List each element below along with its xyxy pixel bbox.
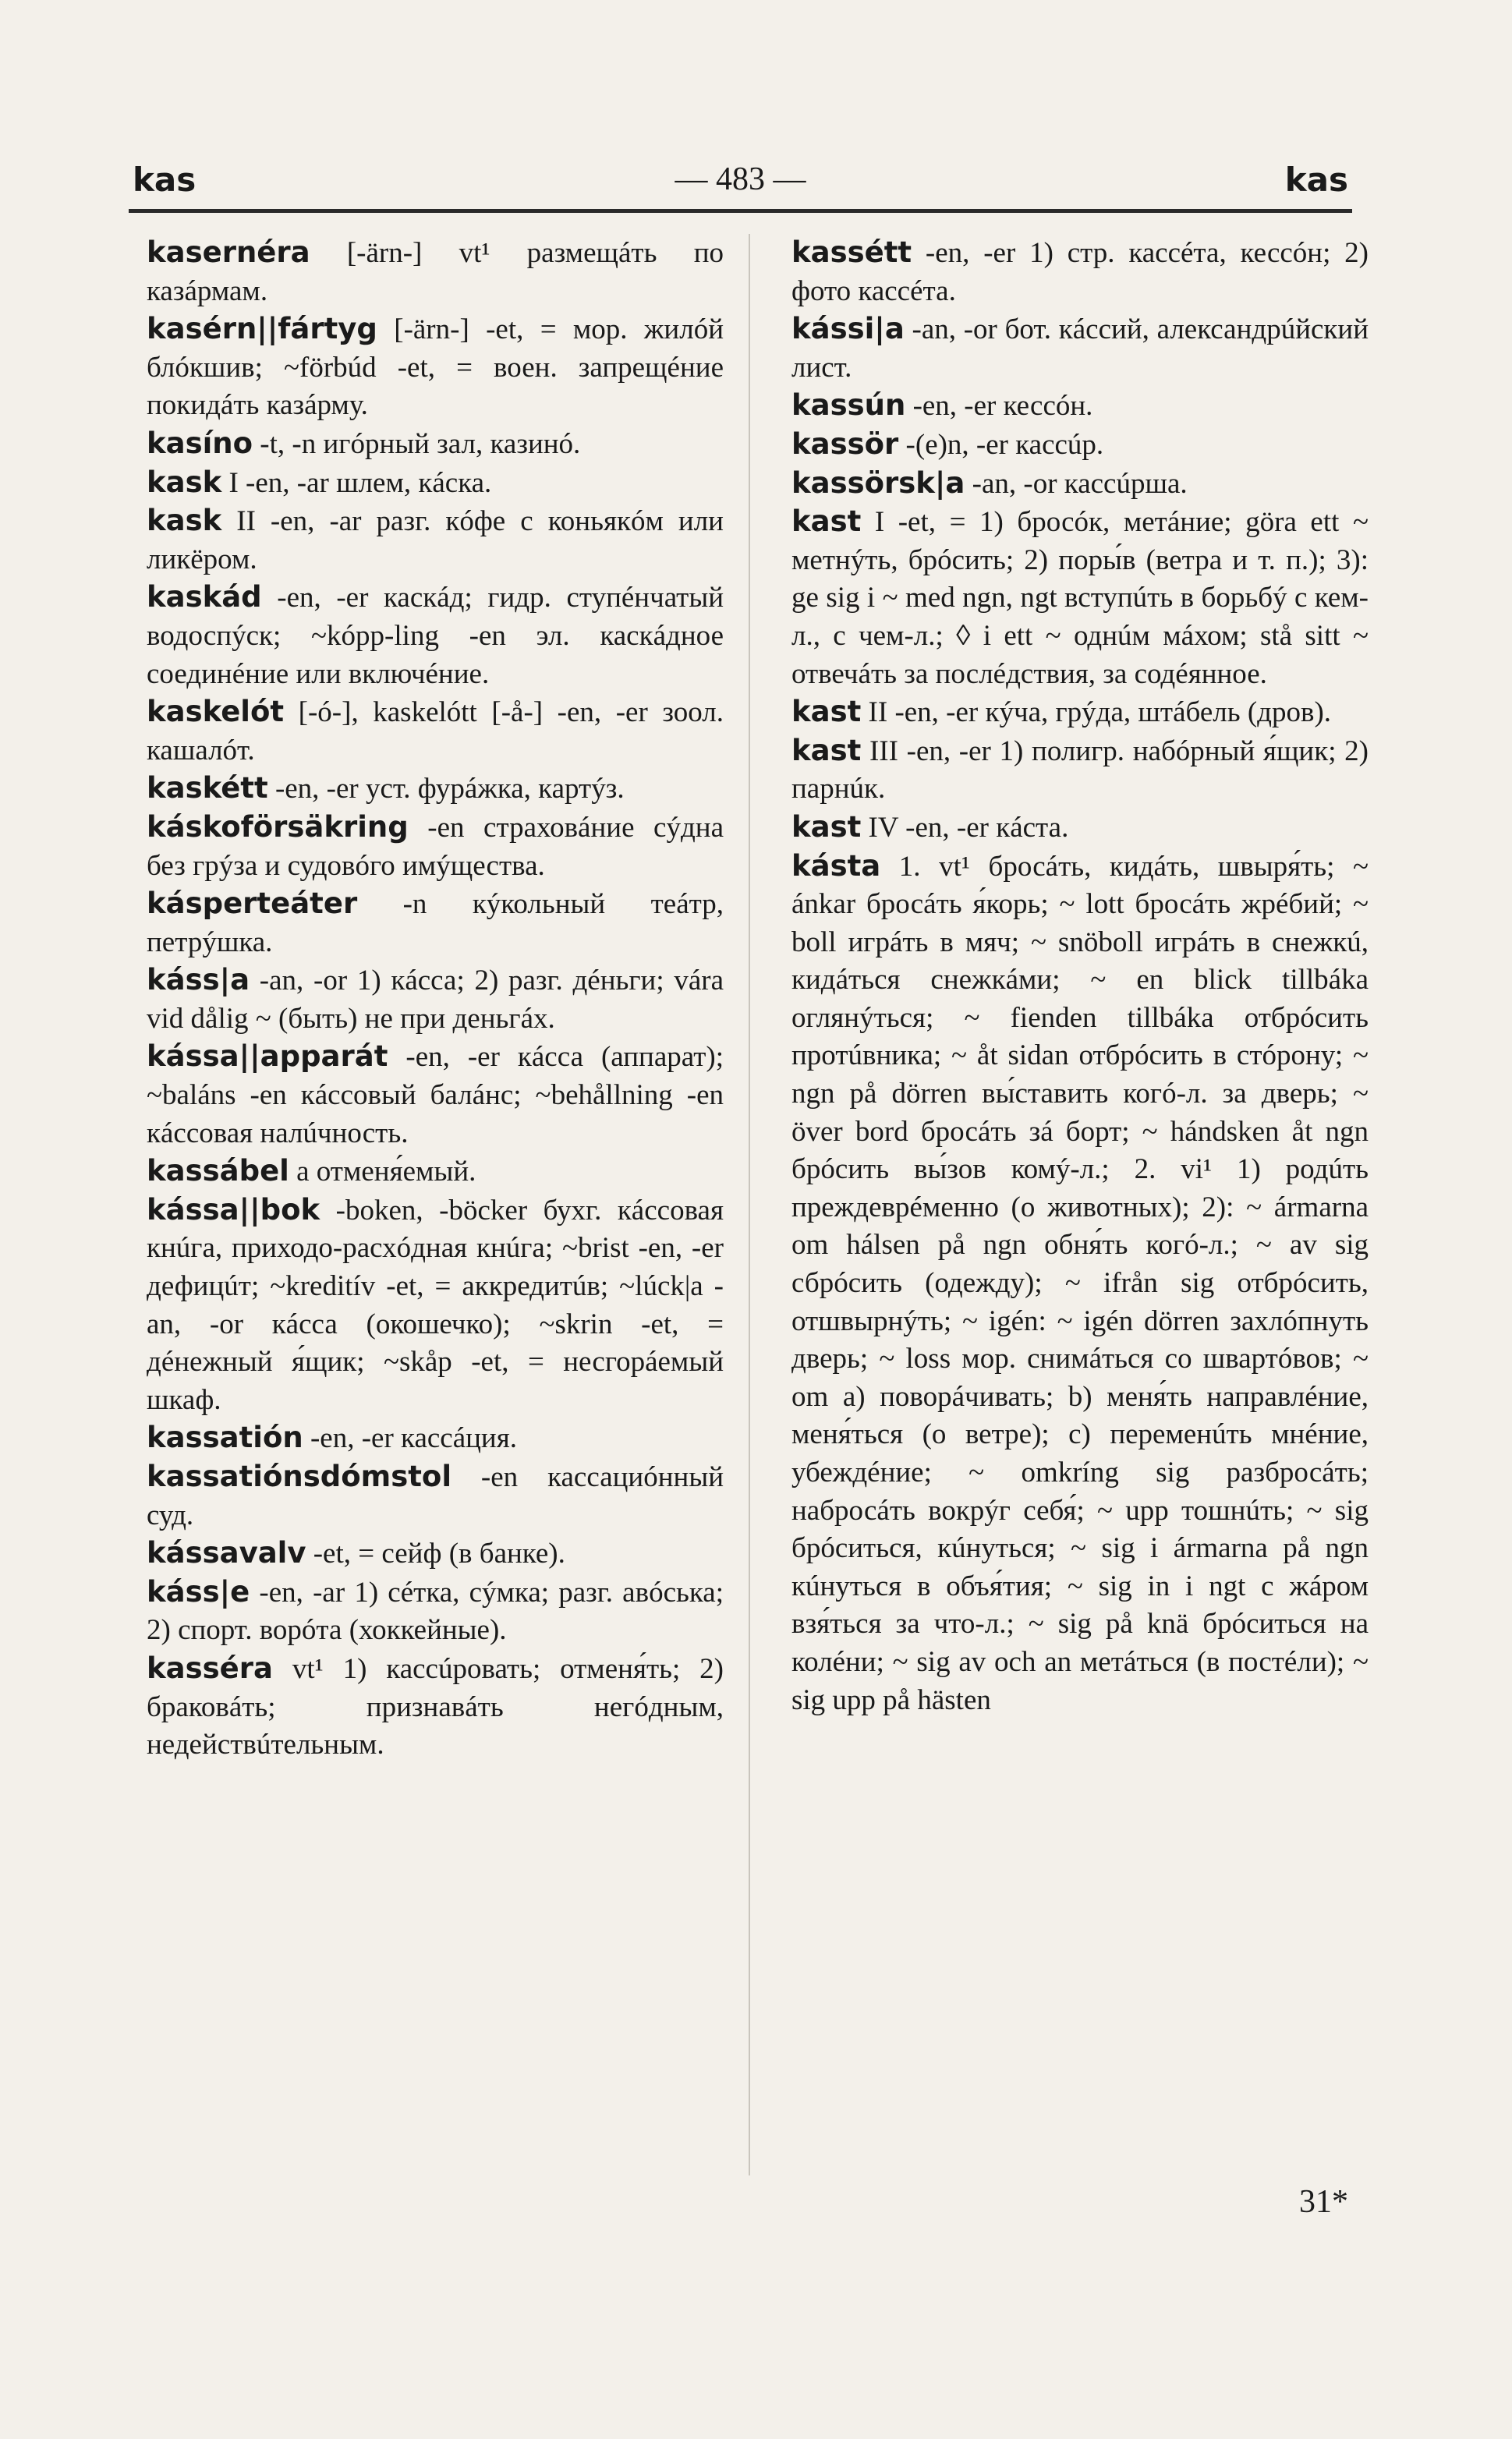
definition: II -en, -er кýча, грýда, штáбель (дров). xyxy=(861,696,1332,729)
headword: káss|e xyxy=(147,1574,250,1609)
entry xyxy=(147,1419,724,1458)
definition: -en, -er кáсса (аппарат); ~baláns -en кáссовый балáнс; ~behållning -en кáссовая налúчность. xyxy=(147,1041,724,1149)
entry xyxy=(791,848,1369,1720)
entry xyxy=(147,1038,724,1152)
definition: -en, -er кессóн. xyxy=(905,390,1093,423)
headword: kaskétt xyxy=(147,771,268,805)
header-rule xyxy=(129,209,1352,213)
headword: kasernéra xyxy=(147,235,310,269)
definition: -t, -n игóрный зал, казинó. xyxy=(253,427,581,460)
headword: kássi|a xyxy=(791,312,905,346)
definition: -en, -er кассáция. xyxy=(303,1422,518,1455)
entry xyxy=(791,465,1369,504)
headword: kask xyxy=(147,465,222,499)
definition: a отменя́емый. xyxy=(289,1156,476,1188)
definition: -en, -ar 1) сéтка, сýмка; разг. авóська; 2) спорт. ворóта (хоккейные). xyxy=(147,1576,724,1647)
entry xyxy=(791,732,1369,809)
entry xyxy=(791,387,1369,426)
headword: kasséra xyxy=(147,1651,273,1685)
headword: kásperteáter xyxy=(147,887,358,921)
headword: kassatión xyxy=(147,1421,303,1455)
definition: III -en, -er 1) полигр. набóрный я́щик; 2) парнúк. xyxy=(791,735,1369,805)
definition: -en, -er уст. фурáжка, картýз. xyxy=(267,773,625,805)
entry xyxy=(791,693,1369,732)
definition: -boken, -böcker бухг. кáссовая кнúга, приходо-расхóдная кнúга; ~brist -en, -er дефицúт; ~kreditív -et, = аккредитúв; ~lúck|a -an, -or кáсса (окошечко); ~skrin -et, = дéнежный я́щик; ~skåp -et, = несгорáемый шкаф. xyxy=(147,1194,724,1416)
column-divider xyxy=(749,234,750,2175)
headword: kassatiónsdómstol xyxy=(147,1460,452,1493)
definition: -(e)n, -er кассúр. xyxy=(898,428,1104,461)
entry xyxy=(147,693,724,770)
headword: kast xyxy=(791,695,862,729)
headword: kaskelót xyxy=(147,695,285,729)
headword: kast xyxy=(791,809,862,844)
entry xyxy=(147,770,724,809)
entry xyxy=(147,502,724,579)
left-column xyxy=(147,234,724,1765)
right-column xyxy=(791,234,1369,1719)
entry xyxy=(147,464,724,503)
signature-mark: 31* xyxy=(1299,2184,1348,2220)
definition: -an, -or кассúрша. xyxy=(965,467,1188,500)
definition: IV -en, -er кáста. xyxy=(861,811,1069,844)
headword: kassör xyxy=(791,427,899,461)
definition: -an, -or 1) кáсса; 2) разг. дéньги; vára vid dålig ~ (быть) не при деньгáх. xyxy=(147,965,724,1035)
headword: kasíno xyxy=(147,426,253,460)
definition: -an, -or бот. кáссий, александрúйский лист. xyxy=(791,313,1369,384)
definition: -en, -er каскáд; гидр. ступéнчатый водоспýск; ~kópp-ling -en эл. каскáдное соединéние или включéние. xyxy=(147,582,724,690)
headword: káss|a xyxy=(147,963,250,997)
headword: kast xyxy=(791,504,862,539)
headword: kassún xyxy=(791,388,906,423)
entry xyxy=(147,1152,724,1191)
headword: kast xyxy=(791,733,862,767)
headword: kassábel xyxy=(147,1154,289,1188)
entry xyxy=(147,1573,724,1650)
headword: kasérn||fártyg xyxy=(147,312,377,346)
entry xyxy=(147,1191,724,1420)
entry xyxy=(791,503,1369,693)
entry xyxy=(791,809,1369,848)
headword: kaskád xyxy=(147,580,262,614)
headword: kassétt xyxy=(791,235,912,269)
definition: I -en, -ar шлем, кáска. xyxy=(221,466,492,499)
entry xyxy=(147,961,724,1038)
definition: -en, -er 1) стр. кассéта, кессóн; 2) фото кассéта. xyxy=(791,237,1369,307)
entry xyxy=(147,579,724,693)
definition: 1. vt¹ бросáть, кидáть, швыря́ть; ~ ánkar бросáть я́корь; ~ lott бросáть жрéбий; ~ boll игрáть в мяч; ~ snöboll игрáть в снежкú, кидáться снежкáми; ~ en blick tillbáka оглянýться; ~ fienden tillbáka отбрóсить протúвника; ~ åt sidan отбрóсить в стóрону; ~ ngn på dörren вы́ставить когó-л. за дверь; ~ över bord бросáть зá борт; ~ hándsken åt ngn брóсить вы́зов комý-л.; 2. vi¹ 1) родúть преждеврéменно (о животных); 2): ~ ármarna om hálsen på ngn обня́ть когó-л.; ~ av sig сбрóсить (одежду); ~ ifrån sig отбрóсить, отшвырнýть; ~ igén: ~ igén dörren захлóпнуть дверь; ~ loss мор. снимáться со швартóвов; ~ om a) поворáчивать; b) меня́ть направлéние, меня́ться (о ветре); c) переменúть мнéние, убеждéние; ~ omkríng sig разбросáть; набросáть вокрýг себя́; ~ upp тошнúть; ~ sig брóситься, кúнуться; ~ sig i ármarna på ngn кúнуться в объя́тия; ~ sig in i ngt с жáром взя́ться за что-л.; ~ sig på knä брóситься на колéни; ~ sig av och an метáться (в постéли); ~ sig upp på hästen xyxy=(791,850,1369,1716)
definition: I -et, = 1) бросóк, метáние; göra ett ~ метнýть, брóсить; 2) поры́в (ветра и т. п.); 3): ge sig i ~ med ngn, ngt вступúть в борьбý с кем-л., с чем-л.; ◊ i ett ~ однúм мáхом; stå sitt ~ отвечáть за послéдствия, за содéянное. xyxy=(791,506,1369,690)
entry xyxy=(791,234,1369,310)
headword: kássa||bok xyxy=(147,1192,320,1227)
definition: II -en, -ar разг. кóфе с коньякóм или ликёром. xyxy=(147,505,724,575)
entry xyxy=(147,1650,724,1765)
headword: kassörsk|a xyxy=(791,465,965,500)
definition: [-ärn-] vt¹ размещáть по казáрмам. xyxy=(147,237,724,307)
definition: -en кассациóнный суд. xyxy=(147,1461,724,1531)
entry xyxy=(147,1458,724,1535)
entry xyxy=(147,310,724,425)
headword: káskoförsäkring xyxy=(147,809,409,844)
definition: [-ärn-] -et, = мор. жилóй блóкшив; ~förbúd -et, = воен. запрещéние покидáть казáрму. xyxy=(147,313,724,422)
definition: -et, = сейф (в банке). xyxy=(306,1538,565,1570)
entry xyxy=(147,425,724,464)
headword: kásta xyxy=(791,848,881,883)
entry xyxy=(147,885,724,961)
header-right-guideword: kas xyxy=(1284,161,1348,199)
page-header xyxy=(133,161,1348,207)
entry xyxy=(147,234,724,310)
entry xyxy=(791,426,1369,465)
definition: -en страховáние сýдна без грýза и судовóго имýщества. xyxy=(147,811,724,882)
headword: kask xyxy=(147,504,222,538)
definition: vt¹ 1) кассúровать; отменя́ть; 2) браковáть; признавáть негóдным, недействúтельным. xyxy=(147,1652,724,1761)
page-number: — 483 — xyxy=(675,161,806,197)
entry xyxy=(791,310,1369,387)
entry xyxy=(147,809,724,885)
header-left-guideword: kas xyxy=(133,161,197,199)
headword: kássa||apparát xyxy=(147,1039,388,1074)
headword: kássavalv xyxy=(147,1536,306,1570)
definition: [-ó-], kaskelótt [-å-] -en, -er зоол. кашалóт. xyxy=(147,696,724,766)
definition: -n кýкольный теáтр, петрýшка. xyxy=(147,888,724,958)
entry xyxy=(147,1535,724,1573)
